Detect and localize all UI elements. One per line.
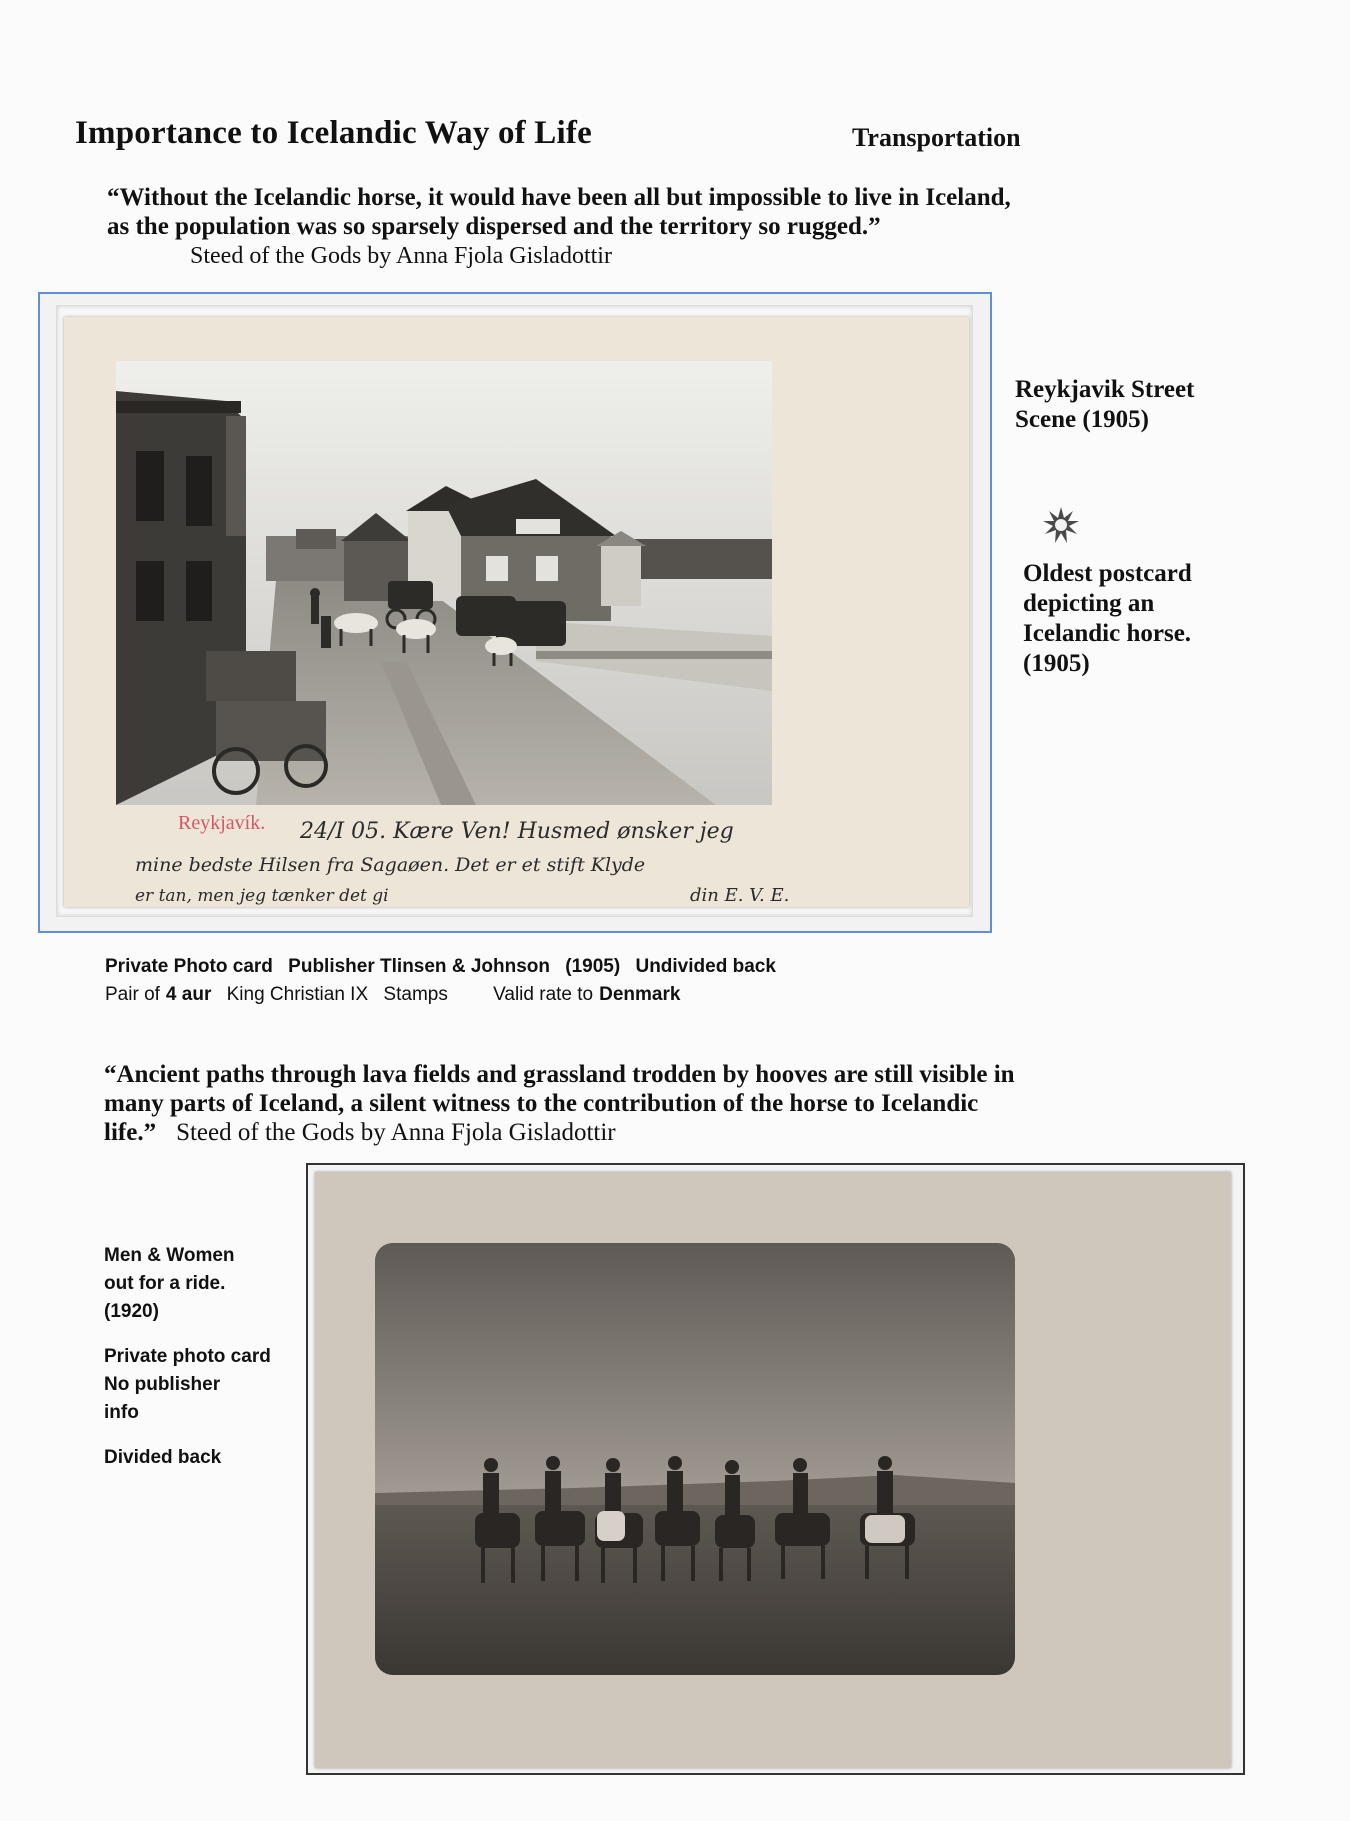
stamp-king: King Christian IX [226, 984, 369, 1005]
card1-description-line-2 [105, 981, 786, 1009]
card-year: (1905) [565, 956, 621, 977]
quote-line: life.” [104, 1119, 157, 1146]
quote-line: “Without the Icelandic horse, it would have been all but impossible to live in Iceland, [107, 184, 1011, 211]
quote-line: as the population was so sparsely dispersed and the territory so rugged.” [107, 213, 881, 240]
handwriting-signature: din E. V. E. [690, 885, 790, 906]
street-scene-photo [116, 361, 772, 805]
card-back-type: Undivided back [635, 956, 776, 977]
card1-title-line: Scene (1905) [1015, 406, 1149, 433]
quote-line: many parts of Iceland, a silent witness to the contribution of the horse to Icelandic [104, 1090, 979, 1117]
riders-photo [375, 1243, 1015, 1675]
card1-title [1015, 375, 1194, 435]
card-publisher: Publisher Tlinsen & Johnson [288, 956, 550, 977]
handwriting-svg [130, 808, 960, 908]
card1-note-line: (1905) [1023, 650, 1090, 677]
card2-subject-line: Men & Women [104, 1245, 235, 1266]
card1-note [1023, 559, 1192, 679]
quote-line: “Ancient paths through lava fields and grassland trodden by hooves are still visible in [104, 1061, 1015, 1088]
quote-horse-necessity [107, 183, 1307, 241]
rate-destination: Denmark [599, 984, 681, 1005]
card2-publisher-info [104, 1343, 271, 1427]
card2-subject-year: (1920) [104, 1301, 159, 1322]
quote-citation: Steed of the Gods by Anna Fjola Gisladottir [176, 1119, 616, 1146]
stamp-value: 4 aur [165, 984, 212, 1005]
card2-publisher-line: Private photo card [104, 1346, 271, 1367]
quote-line-last [104, 1118, 1254, 1147]
handwritten-message [130, 808, 960, 908]
card2-publisher-line: No publisher [104, 1374, 221, 1395]
riders-illustration [375, 1243, 1015, 1675]
card2-back-type-label: Divided back [104, 1447, 222, 1468]
printed-caption: Reykjavík. [178, 812, 266, 834]
card1-description [105, 953, 786, 1009]
card1-description-line-1 [105, 953, 786, 981]
card2-subject [104, 1242, 271, 1326]
card2-publisher-line: info [104, 1402, 139, 1423]
card1-title-line: Reykjavik Street [1015, 376, 1195, 403]
card1-note-line: Icelandic horse. [1023, 620, 1192, 647]
section-title: Transportation [852, 123, 1021, 152]
quote-ancient-paths [104, 1060, 1254, 1147]
card2-description [104, 1242, 271, 1489]
page-title: Importance to Icelandic Way of Life [75, 115, 592, 151]
card2-subject-line: out for a ride. [104, 1273, 226, 1294]
card2-back-type [104, 1444, 271, 1472]
rate-label: Valid rate to [493, 984, 594, 1005]
card1-note-line: Oldest postcard [1023, 560, 1192, 587]
starburst-icon [1043, 507, 1079, 543]
card1-note-line: depicting an [1023, 590, 1155, 617]
handwriting-line-2: mine bedste Hilsen fra Sagaøen. Det er et stift Klyde [135, 854, 646, 876]
stamp-label: Stamps [383, 984, 448, 1005]
handwriting-line-1: 24/I 05. Kære Ven! Husmed ønsker jeg [300, 819, 734, 844]
card-type: Private Photo card [105, 956, 273, 977]
street-scene-illustration [116, 361, 772, 805]
stamp-pair: Pair of [105, 984, 160, 1005]
quote-citation: Steed of the Gods by Anna Fjola Gisladottir [190, 243, 612, 269]
handwriting-line-3: er tan, men jeg tænker det gi [135, 886, 389, 906]
